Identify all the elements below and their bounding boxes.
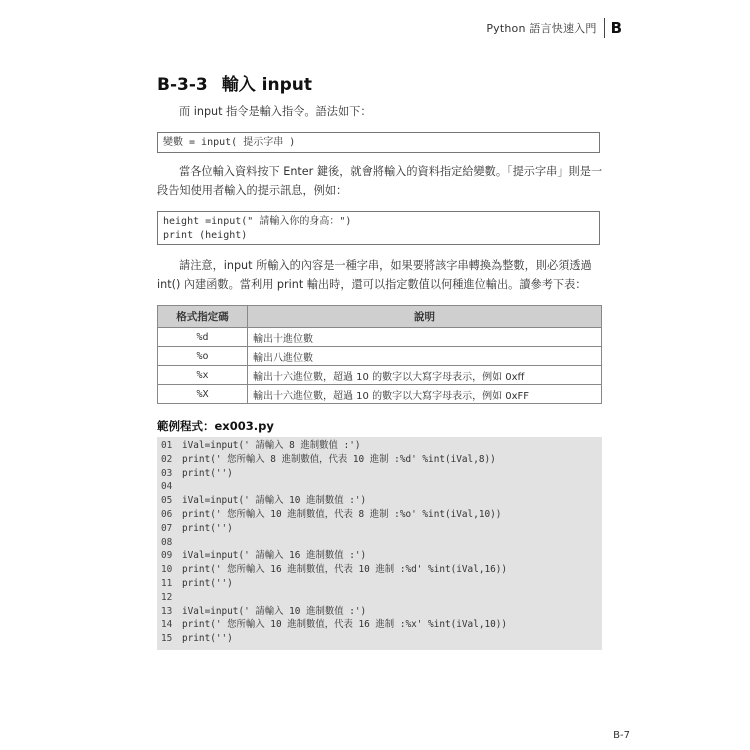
line-number: 05 — [161, 495, 173, 507]
section-title: 輸入 input — [221, 75, 312, 95]
line-number: 02 — [161, 453, 173, 465]
code-line — [161, 618, 598, 632]
book-title: Python 語言快速入門 — [486, 22, 597, 35]
line-number: 10 — [161, 564, 173, 576]
section-heading — [157, 70, 312, 95]
table-row — [158, 328, 602, 347]
line-number: 15 — [161, 633, 173, 645]
intro-paragraph: 而 input 指令是輸入指令。語法如下： — [179, 105, 372, 118]
code-text: print(' 您所輸入 8 進制數值，代表 10 進制 :%d' %int(iVal,8)) — [182, 453, 496, 465]
example-program-label: 範例程式：ex003.py — [157, 419, 274, 433]
code-text: iVal=input(' 請輸入 8 進制數值 :') — [182, 440, 361, 451]
code-text: iVal=input(' 請輸入 16 進制數值 :') — [182, 550, 367, 562]
running-header — [486, 18, 622, 38]
code-line — [161, 453, 598, 467]
format-code: %x — [158, 366, 248, 385]
int-paragraph: 請注意，input 所輸入的內容是一種字串，如果要將該字串轉換為整數，則必須透過 int() 內建函數。當利用 print 輸出時，還可以指定數值以何種進位輸出。讀參考下表： — [157, 259, 592, 291]
code-line — [161, 563, 598, 577]
line-number: 11 — [161, 577, 173, 589]
format-description: 輸出十六進位數，超過 10 的數字以大寫字母表示，例如 0xFF — [248, 385, 602, 404]
example-line-2: print (height) — [163, 230, 248, 241]
header-divider — [604, 18, 605, 38]
example-line-1: height =input(" 請輸入你的身高：") — [163, 216, 352, 227]
syntax-box: 變數 = input( 提示字串 ) — [157, 132, 600, 153]
table-row — [158, 385, 602, 404]
table-row — [158, 366, 602, 385]
line-number: 09 — [161, 550, 173, 562]
code-line — [161, 549, 598, 563]
code-line — [161, 605, 598, 619]
code-line — [161, 632, 598, 646]
code-line — [161, 439, 598, 453]
code-text: print(' 您所輸入 16 進制數值，代表 10 進制 :%d' %int(iVal,16)) — [182, 564, 508, 576]
enter-paragraph: 當各位輸入資料按下 Enter 鍵後，就會將輸入的資料指定給變數。「提示字串」則是一段告知使用者輸入的提示訊息，例如： — [157, 165, 603, 197]
line-number: 03 — [161, 467, 173, 479]
code-line — [161, 480, 598, 494]
page-number: B-7 — [613, 730, 630, 741]
line-number: 04 — [161, 481, 173, 493]
table-header-desc: 說明 — [248, 306, 602, 328]
line-number: 13 — [161, 605, 173, 617]
line-number: 08 — [161, 536, 173, 548]
code-line — [161, 522, 598, 536]
code-line — [161, 508, 598, 522]
format-code: %d — [158, 328, 248, 347]
line-number: 07 — [161, 522, 173, 534]
code-line — [161, 591, 598, 605]
code-text: print(' 您所輸入 10 進制數值，代表 8 進制 :%o' %int(iVal,10)) — [182, 508, 502, 520]
table-row — [158, 347, 602, 366]
code-line — [161, 536, 598, 550]
format-table — [157, 305, 602, 404]
code-line — [161, 577, 598, 591]
table-header-code: 格式指定碼 — [158, 306, 248, 328]
code-text: print('') — [182, 633, 233, 645]
code-text: print(' 您所輸入 10 進制數值，代表 16 進制 :%x' %int(iVal,10)) — [182, 619, 508, 631]
format-code: %o — [158, 347, 248, 366]
format-code: %X — [158, 385, 248, 404]
code-line — [161, 467, 598, 481]
line-number: 14 — [161, 619, 173, 631]
code-listing — [157, 437, 602, 650]
line-number: 12 — [161, 591, 173, 603]
code-line — [161, 494, 598, 508]
format-description: 輸出十進位數 — [248, 328, 602, 347]
height-example-box — [157, 211, 600, 245]
chapter-letter: B — [610, 19, 622, 37]
code-text: print('') — [182, 577, 233, 589]
line-number: 01 — [161, 440, 173, 451]
format-description: 輸出十六進位數，超過 10 的數字以大寫字母表示，例如 0xff — [248, 366, 602, 385]
section-number: B-3-3 — [157, 75, 208, 95]
code-text: iVal=input(' 請輸入 10 進制數值 :') — [182, 605, 367, 617]
code-text: iVal=input(' 請輸入 10 進制數值 :') — [182, 495, 367, 507]
table-header-row — [158, 306, 602, 328]
code-text: print('') — [182, 522, 233, 534]
code-text: print('') — [182, 467, 233, 479]
line-number: 06 — [161, 508, 173, 520]
format-description: 輸出八進位數 — [248, 347, 602, 366]
